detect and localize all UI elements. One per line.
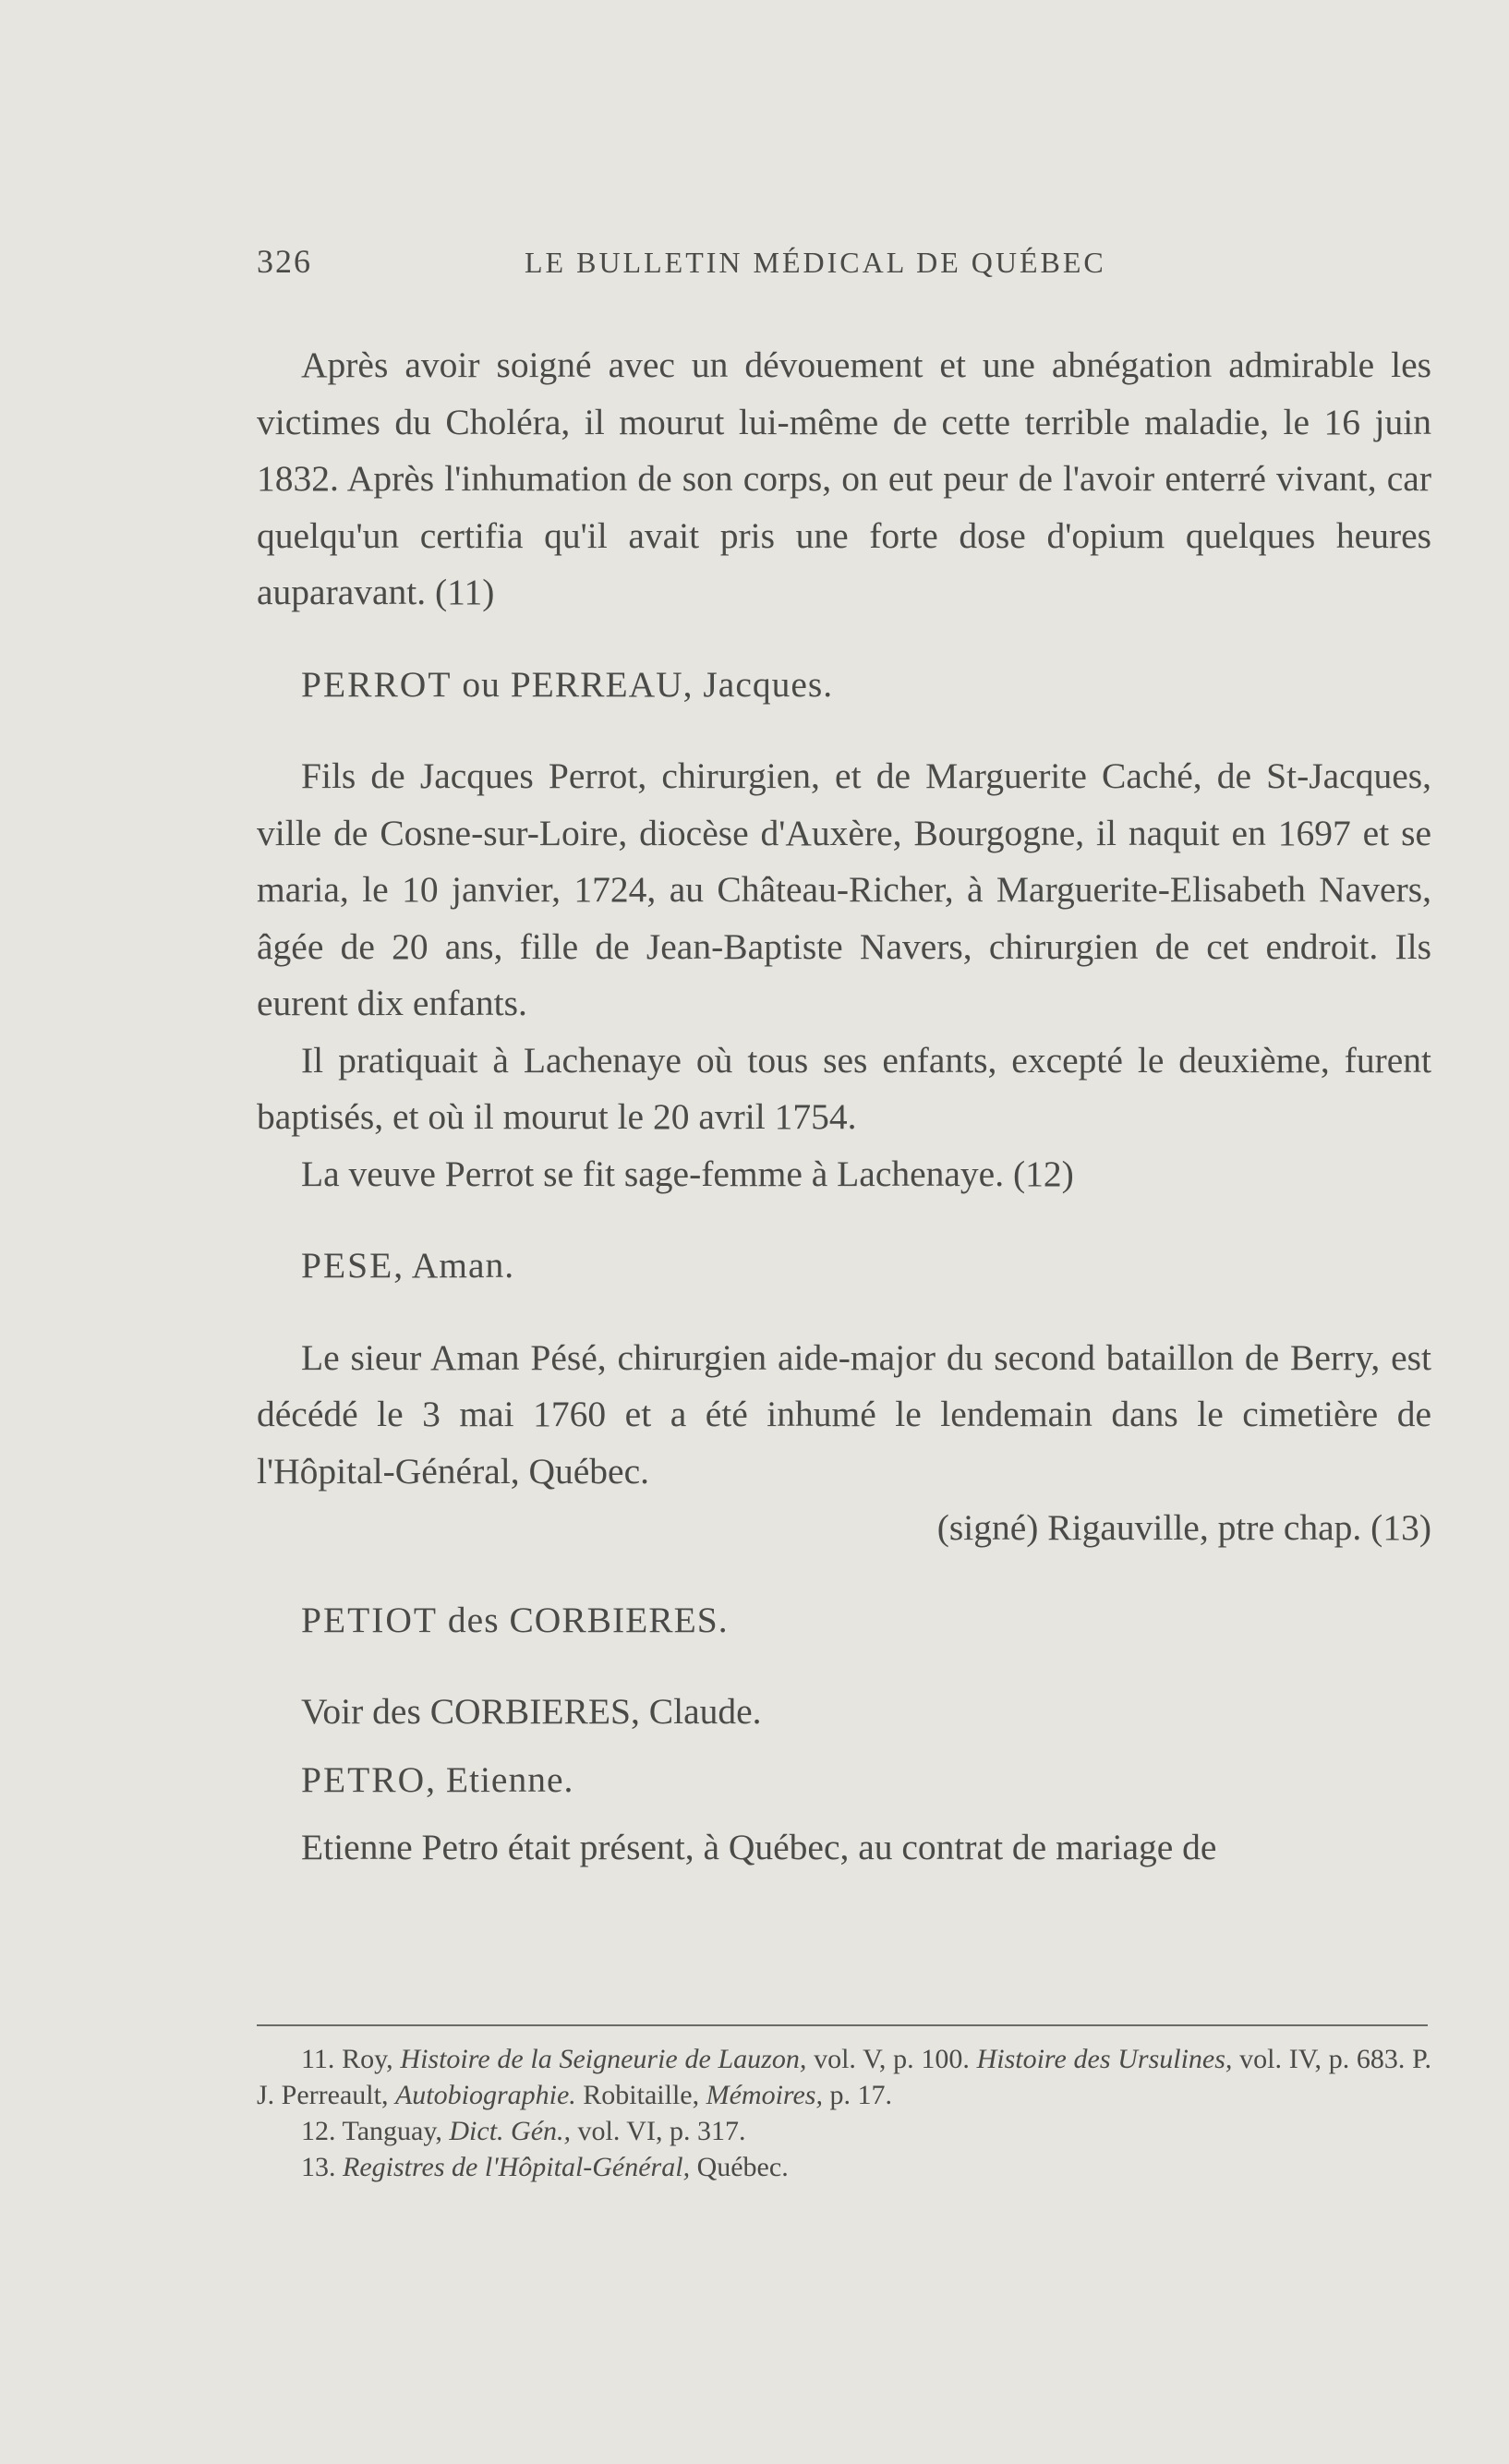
entry-surname: PETIOT (301, 1599, 439, 1640)
entry-heading-rest: des CORBIERES. (438, 1599, 729, 1640)
footnote-text: Québec. (690, 2152, 789, 2182)
footnote-title: Registres de l'Hôpital-Général, (343, 2152, 691, 2182)
footnote-11 (257, 2041, 1431, 2113)
footnote-text: vol. VI, p. 317. (571, 2116, 746, 2146)
footnote-text: vol. V, p. 100. (806, 2044, 977, 2074)
footnote-12 (257, 2113, 1431, 2149)
entry-surname: PETRO (301, 1758, 427, 1800)
paragraph-see-corbieres: Voir des CORBIERES, Claude. (301, 1691, 762, 1732)
paragraph-perrot-widow: La veuve Perrot se fit sage-femme à Lachenaye. (12) (301, 1153, 1074, 1194)
page-number: 326 (257, 243, 312, 280)
page-header (257, 242, 1448, 288)
paragraph-cholera: Après avoir soigné avec un dévouement et une abnégation admirable les victimes du Choléra, il mourut lui-même de cette terrible maladie, le 16 juin 1832. Après l'inhumation de son corps, on eut peur de l'avoir enterré vivant, car quelqu'un certifia qu'il avait pris une forte dose d'opium quelques heures auparavant. (11) (257, 344, 1431, 612)
entry-heading-petiot (257, 1592, 1431, 1649)
footnote-rule (257, 2024, 1428, 2026)
paragraph-petro: Etienne Petro était présent, à Québec, au contrat de mariage de (301, 1827, 1217, 1867)
entry-heading-rest: , Etienne. (426, 1758, 574, 1800)
footnote-text: 13. (301, 2152, 343, 2182)
footnote-13 (257, 2149, 1431, 2185)
footnote-text: p. 17. (822, 2080, 892, 2110)
paragraph-perrot-practice: Il pratiquait à Lachenaye où tous ses enfants, excepté le deuxième, furent baptisés, et où il mourut le 20 avril 1754. (257, 1039, 1431, 1137)
footnote-title: Mémoires, (706, 2080, 823, 2110)
entry-heading-rest: ou PERREAU, Jacques. (452, 663, 834, 705)
paragraph-pese: Le sieur Aman Pésé, chirurgien aide-major du second bataillon de Berry, est décédé le 3 mai 1760 et a été inhumé le lendemain dans le cimetière de l'Hôpital-Général, Québec. (257, 1336, 1431, 1492)
footnote-text: 11. Roy, (301, 2044, 401, 2074)
entry-surname: PERROT (301, 663, 453, 705)
entry-heading-rest: , Aman. (393, 1245, 515, 1286)
footnote-text: Robitaille, (575, 2080, 706, 2110)
entry-heading-perrot (257, 657, 1431, 714)
footnote-title: Autobiographie. (394, 2080, 576, 2110)
entry-surname: PESE (301, 1245, 394, 1286)
footnote-title: Dict. Gén., (449, 2116, 572, 2146)
main-text (257, 337, 1431, 1877)
entry-heading-petro (257, 1752, 1431, 1809)
entry-heading-pese (257, 1238, 1431, 1295)
paragraph-perrot-birth: Fils de Jacques Perrot, chirurgien, et de Marguerite Caché, de St-Jacques, ville de Cosne-sur-Loire, diocèse d'Auxère, Bourgogne, il naquit en 1697 et se maria, le 10 janvier, 1724, au Château-Richer, à Marguerite-Elisabeth Navers, âgée de 20 ans, fille de Jean-Baptiste Navers, chirurgien de cet endroit. Ils eurent dix enfants. (257, 755, 1431, 1023)
footnotes (257, 2041, 1431, 2185)
signature-line: (signé) Rigauville, ptre chap. (13) (936, 1507, 1431, 1548)
running-title: LE BULLETIN MÉDICAL DE QUÉBEC (525, 246, 1106, 279)
footnote-text: vol. IV, p. 683. P. J. Perreault, (257, 2044, 1432, 2110)
footnote-title: Histoire de la Seigneurie de Lauzon, (400, 2044, 807, 2074)
footnote-title: Histoire des Ursulines, (976, 2044, 1233, 2074)
footnote-text: 12. Tanguay, (301, 2116, 450, 2146)
